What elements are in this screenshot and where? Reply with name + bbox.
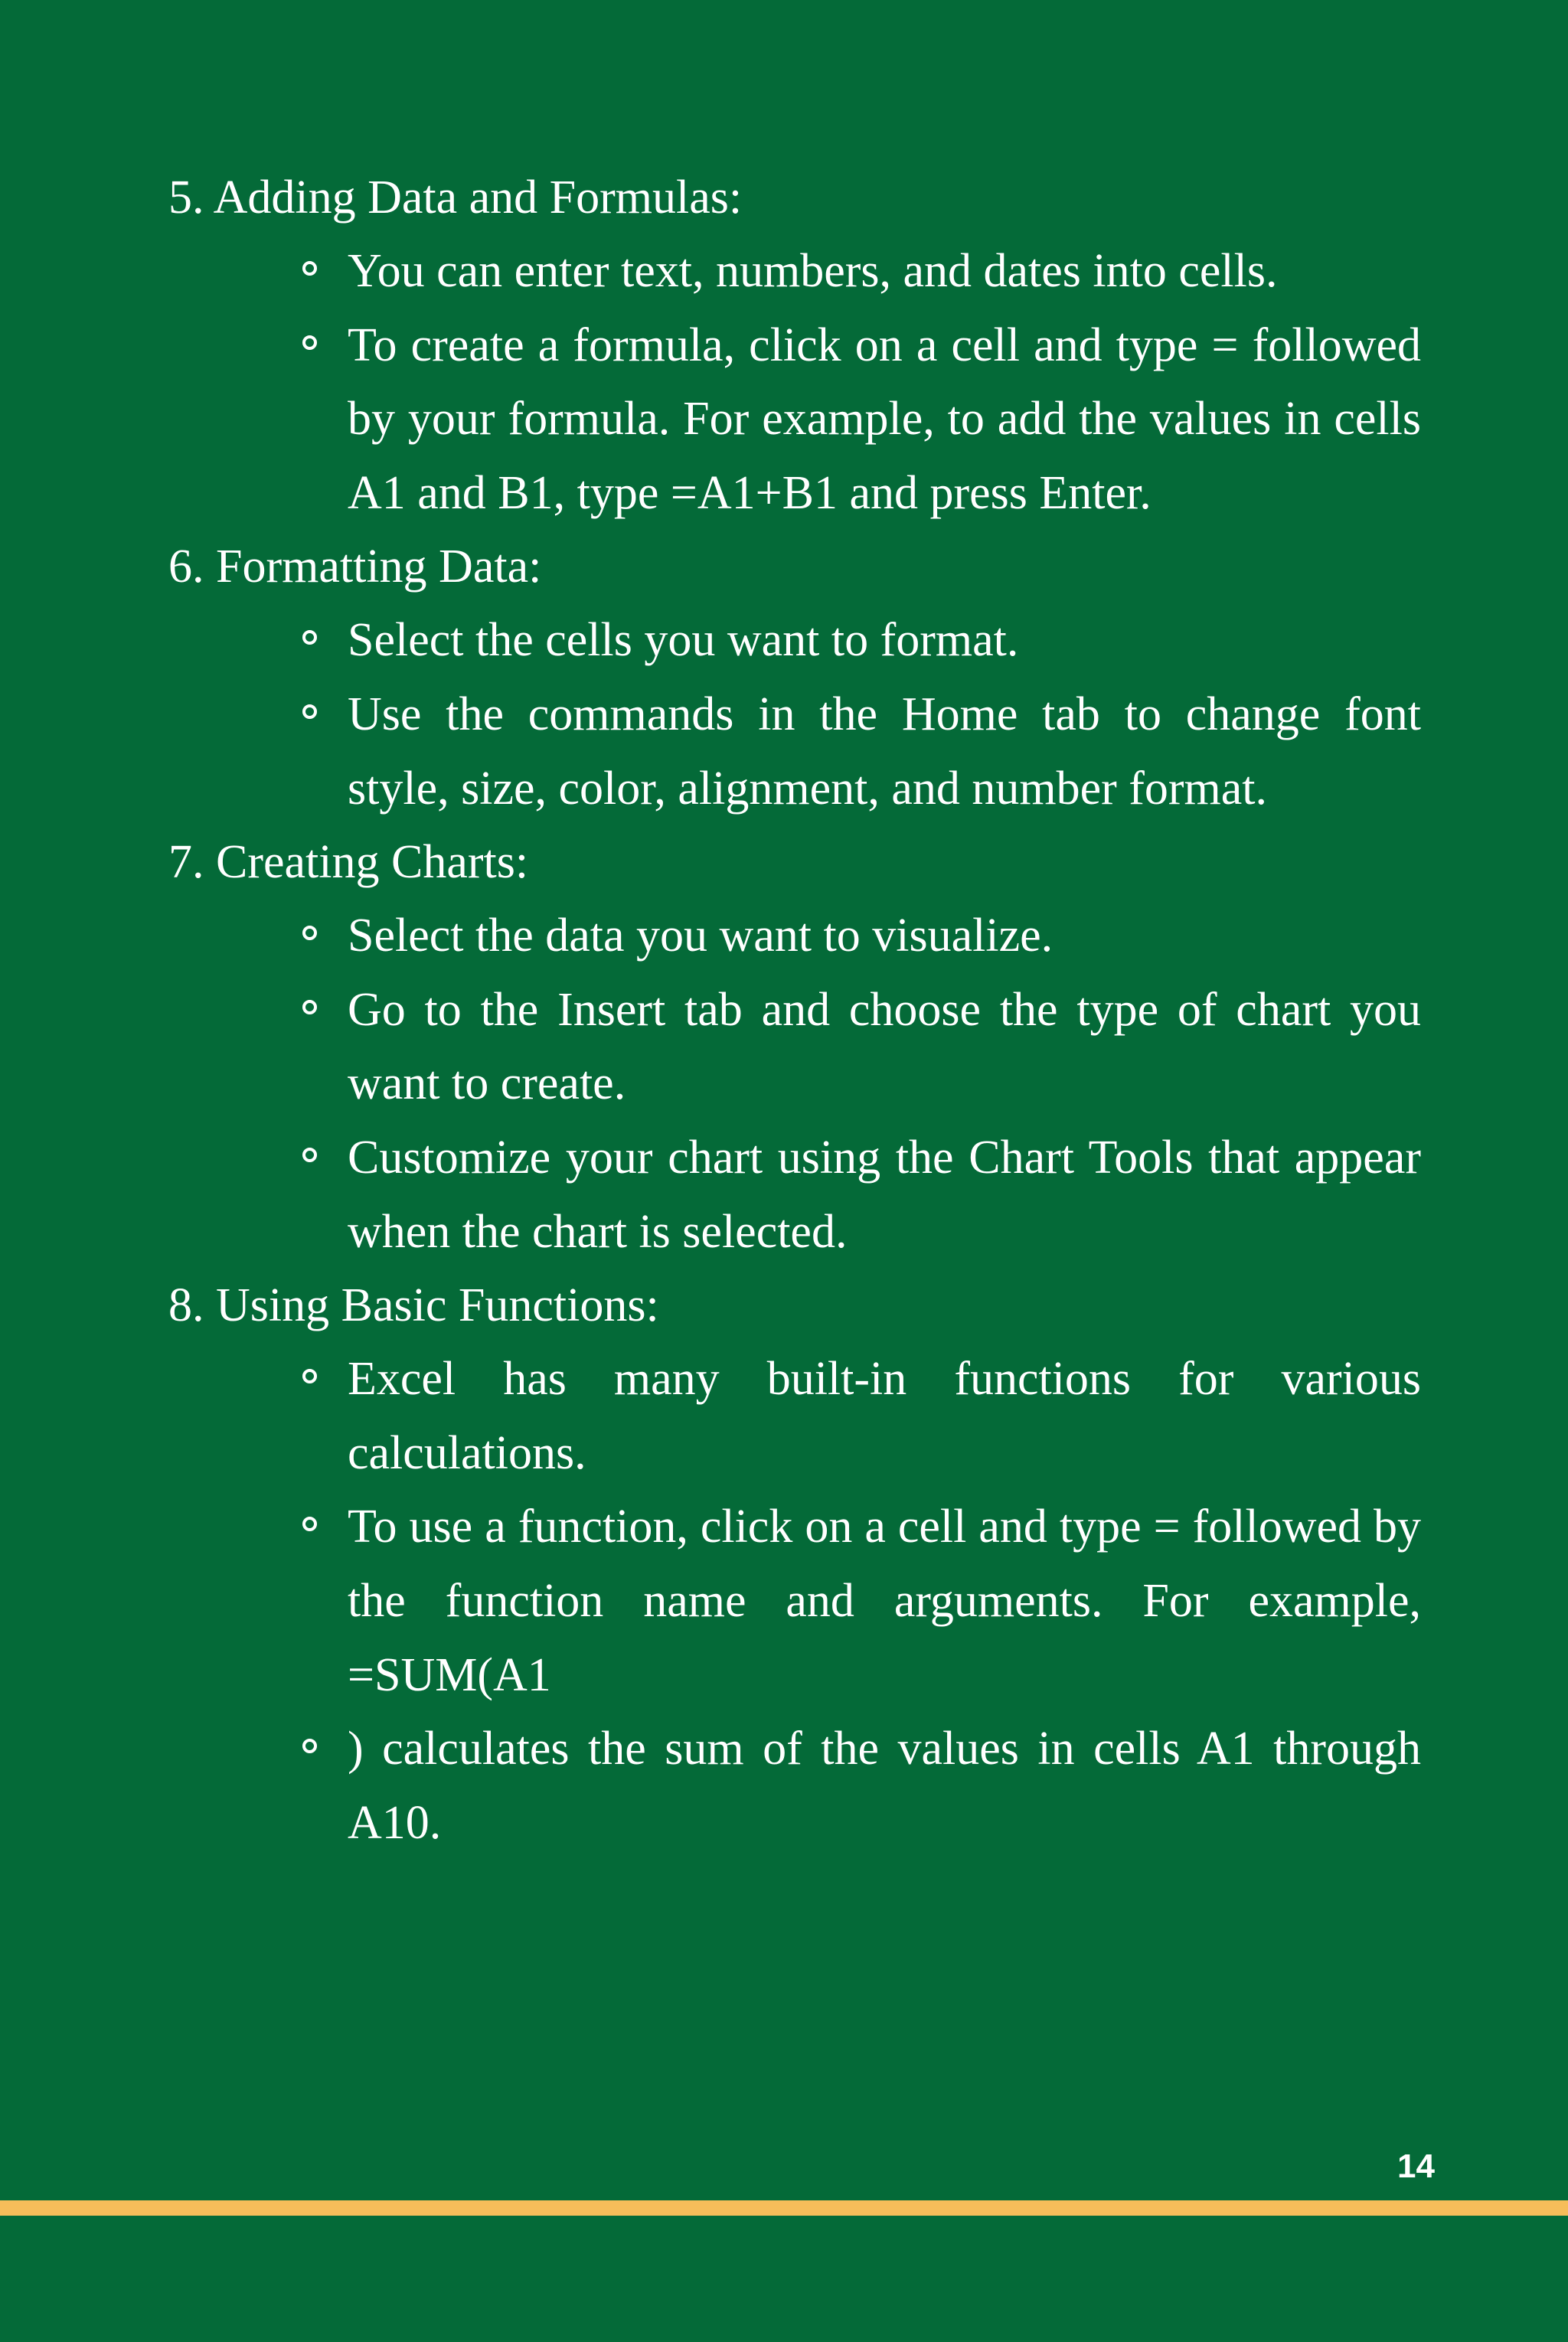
hollow-circle-bullet-icon bbox=[302, 335, 317, 350]
bullet-text: Select the cells you want to format. bbox=[348, 614, 1019, 667]
hollow-circle-bullet-icon bbox=[302, 1369, 317, 1383]
hollow-circle-bullet-icon bbox=[302, 1739, 317, 1753]
hollow-circle-bullet-icon bbox=[302, 630, 317, 645]
section-formatting-data bbox=[168, 530, 1421, 825]
page-number: 14 bbox=[1397, 2148, 1435, 2185]
hollow-circle-bullet-icon bbox=[302, 704, 317, 719]
bullet-text: You can enter text, numbers, and dates into cells. bbox=[348, 245, 1278, 297]
section-using-basic-functions bbox=[168, 1269, 1421, 1860]
bullet-item bbox=[168, 1342, 1421, 1490]
bullet-list bbox=[168, 1342, 1421, 1860]
section-heading: 7. Creating Charts: bbox=[168, 836, 529, 889]
section-adding-data-and-formulas bbox=[168, 161, 1421, 530]
bullet-text: To use a function, click on a cell and type = followed by the function name and arguments. For example, =SUM(A1 bbox=[348, 1501, 1421, 1701]
hollow-circle-bullet-icon bbox=[302, 1148, 317, 1162]
bullet-text: Use the commands in the Home tab to change font style, size, color, alignment, and number format. bbox=[348, 688, 1421, 815]
bullet-item bbox=[168, 1121, 1421, 1269]
bullet-item bbox=[168, 899, 1421, 973]
bullet-item bbox=[168, 678, 1421, 825]
bullet-item bbox=[168, 603, 1421, 678]
bullet-item bbox=[168, 1712, 1421, 1860]
hollow-circle-bullet-icon bbox=[302, 261, 317, 276]
bullet-text: Customize your chart using the Chart Tools that appear when the chart is selected. bbox=[348, 1131, 1421, 1258]
section-heading: 6. Formatting Data: bbox=[168, 541, 542, 593]
bullet-item bbox=[168, 234, 1421, 309]
bullet-list bbox=[168, 603, 1421, 825]
page-content bbox=[168, 161, 1421, 1860]
bullet-text: Select the data you want to visualize. bbox=[348, 910, 1054, 962]
bullet-text: Excel has many built-in functions for various calculations. bbox=[348, 1353, 1421, 1479]
hollow-circle-bullet-icon bbox=[302, 1517, 317, 1531]
bullet-list bbox=[168, 234, 1421, 530]
section-heading: 8. Using Basic Functions: bbox=[168, 1279, 659, 1332]
bullet-item bbox=[168, 1490, 1421, 1712]
bullet-item bbox=[168, 973, 1421, 1121]
hollow-circle-bullet-icon bbox=[302, 1000, 317, 1014]
bullet-list bbox=[168, 899, 1421, 1269]
bullet-text: Go to the Insert tab and choose the type of chart you want to create. bbox=[348, 983, 1421, 1110]
bullet-text: To create a formula, click on a cell and type = followed by your formula. For example, to add the values in cells A1 and B1, type =A1+B1 and press Enter. bbox=[348, 318, 1421, 519]
section-heading: 5. Adding Data and Formulas: bbox=[168, 171, 743, 224]
hollow-circle-bullet-icon bbox=[302, 926, 317, 940]
section-creating-charts bbox=[168, 825, 1421, 1269]
bottom-accent-rule bbox=[0, 2200, 1568, 2216]
bullet-item bbox=[168, 309, 1421, 531]
bullet-text: ) calculates the sum of the values in cells A1 through A10. bbox=[348, 1723, 1421, 1849]
